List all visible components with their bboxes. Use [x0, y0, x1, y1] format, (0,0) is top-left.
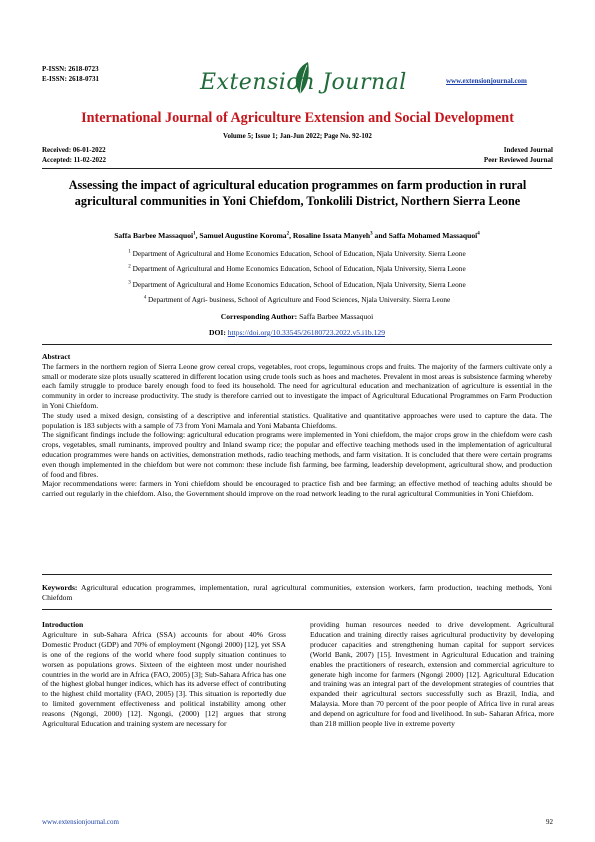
author-list: Saffa Barbee Massaquoi$^1$, Samuel Augustine Koroma$^2$, Rosaline Issata Manyeh$^3$ and Saffa Mohamed Massaquoi$^4$: [114, 231, 480, 240]
keywords-divider-top: [42, 574, 552, 575]
affiliation-text: Department of Agricultural and Home Economics Education, School of Education, Njala University. Sierra Leone: [132, 249, 466, 258]
author-sup: 1: [193, 231, 196, 237]
section-heading: Introduction: [42, 620, 84, 629]
e-issn: E-ISSN: 2618-0731: [42, 75, 99, 83]
keywords-label: Keywords:: [42, 583, 78, 592]
affiliation-sup: 3: [128, 280, 131, 286]
affiliation-text: Department of Agri- business, School of Agriculture and Food Sciences, Njala University. Sierra Leone: [148, 295, 451, 304]
affiliation-sup: 1: [128, 249, 131, 255]
doi-link[interactable]: https://doi.org/10.33545/26180723.2022.v5.i1b.129: [227, 328, 385, 337]
indexed-label: Indexed Journal: [503, 146, 553, 154]
author-sup: 4: [477, 231, 480, 237]
abstract-paragraph: The study used a mixed design, consisting of a descriptive and inferential statistics. Qualitative and quantitative approaches were used to capture the data. The population is 183 subjects with a sample of 73 from Yoni Mamala and Yoni Mabanta Chiefdoms.: [42, 410, 552, 430]
accepted-date: Accepted: 11-02-2022: [42, 156, 106, 164]
affiliation-sup: 2: [128, 264, 131, 270]
journal-title: International Journal of Agriculture Extension and Social Development: [81, 110, 514, 126]
p-issn: P-ISSN: 2618-0723: [42, 65, 99, 73]
footer-website[interactable]: www.extensionjournal.com: [42, 818, 119, 826]
body-column-right: [310, 620, 554, 729]
affiliation-text: Department of Agricultural and Home Economics Education, School of Education, Njala University, Sierra Leone: [132, 264, 466, 273]
abstract: [42, 352, 552, 499]
affiliation: [42, 280, 552, 289]
author-sup: 3: [370, 231, 373, 237]
abstract-heading: Abstract: [42, 352, 71, 361]
affiliation-text: Department of Agricultural and Home Economics Education, School of Education, Njala University, Sierra Leone: [132, 280, 466, 289]
affiliation: [42, 264, 552, 273]
author-name: Samuel Augustine Koroma: [199, 231, 287, 240]
abstract-paragraph: Major recommendations were: farmers in Yoni chiefdom should be encouraged to practice fish and bee farming; an effective method of teaching adults should be carried out regularly in the chiefdom. Also, the Government should improve on the road network leading to the rural agricultural Communities in Yoni Chiefdom.: [42, 479, 552, 499]
intro-paragraph-right: providing human resources needed to drive development. Agricultural Education and training directly raises agricultural productivity by developing producer capacities and strengthening human capital for support services (World Bank, 2007) [15]. Investment in Agricultural Education and training enables the practitioners of research, extension and commercial agriculture to generate high income for farmers (Ngongi 2000) [12]. Agricultural Education and training was an integral part of the development strategies of countries that expanded their agricultural sectors successfully such as Brazil, India, and Malaysia. More than 70 percent of the poor people of Africa live in rural areas and depend on agriculture for food and livelihood. In sub- Saharan Africa, more than 218 million people live in extreme poverty: [310, 620, 554, 729]
doi-line: [42, 328, 552, 337]
keywords-divider-bottom: [42, 609, 552, 610]
paper-title: Assessing the impact of agricultural education programmes on farm production in rural agricultural communities in Yoni Chiefdom, Tonkolili District, Northern Sierra Leone: [68, 178, 527, 208]
author-name: Rosaline Issata Manyeh: [292, 231, 371, 240]
website-link[interactable]: www.extensionjournal.com: [446, 77, 527, 85]
received-date: Received: 06-01-2022: [42, 146, 106, 154]
affiliation-sup: 4: [143, 295, 147, 301]
page-number: 92: [546, 818, 553, 826]
corresponding-author: [42, 312, 552, 321]
author-name: Saffa Barbee Massaquoi: [114, 231, 194, 240]
doi-label: DOI:: [208, 328, 226, 337]
keywords-text: Agricultural education programmes, implementation, rural agricultural communities, extension workers, farm production, teaching methods, Yoni Chiefdom: [42, 583, 552, 602]
intro-paragraph-left: Agriculture in sub-Sahara Africa (SSA) accounts for about 40% Gross Domestic Product (GDP) and 70% of employment (Ngongi 2000) [12], yet SSA is one of the regions of the world where food supply situation continues to worsen as populations grows. Sixteen of the eighteen most under nourished countries in the world are in Africa (FAO, 2005) [3]; Sub-Sahara Africa has one of the highest global hunger indices, which has its adverse effect of contributing to the highest child mortality (FAO, 2005) [3]. This situation is reportedly due to limited government effectiveness and political instability among other reasons (Ngongi, 2000) [12]. Ngongi, (2000) [12] argues that strong Agricultural Education and training system are necessary for: [42, 629, 286, 729]
body-column-left: [42, 620, 286, 729]
author-sup: 2: [286, 231, 290, 237]
keywords: [42, 583, 552, 603]
journal-logo: [200, 60, 410, 102]
author-name: Saffa Mohamed Massaquoi: [388, 231, 478, 240]
corresponding-label: Corresponding Author:: [220, 312, 298, 321]
corresponding-name: Saffa Barbee Massaquoi: [299, 312, 374, 321]
affiliation: [42, 249, 552, 258]
abstract-paragraph: The significant findings include the following: agricultural education programs were implemented in Yoni chiefdom, the major crops grow in the chiefdom were cash crops, vegetables, small ruminants, improved poultry and Inland swamp rice; the popular and effective teaching methods used in the implementation of agricultural education programmes were hands on activities, demonstration methods, radio teaching methods, and farm visitation. It is concluded that there were certain programs even though implemented in the chiefdom but were not common: these include fish farming, bee farming, leadership development, agricultural show, and production of food and fibres.: [42, 430, 552, 479]
affiliation: [42, 295, 552, 304]
abstract-divider: [42, 344, 552, 345]
abstract-paragraph: The farmers in the northern region of Sierra Leone grow cereal crops, vegetables, root crops, leguminous crops and fruits. The majority of the farmers cultivate only a small or moderate size plots usually scattered in different location using crude tools such as hoes and machetes. Prevalent in most areas is subsistence farming whereby each family struggle to produce barely enough food to feed its household. The need for agricultural education and mechanization of agriculture is essential in the community in order to increase productivity. The study is therefore carried out to investigate the impact of Agricultural Educational Programmes on Farm Production in Yoni Chiefdom.: [42, 361, 552, 410]
header-divider: [42, 168, 552, 169]
logo-text: Extension Journal: [200, 70, 407, 95]
peer-reviewed-label: Peer Reviewed Journal: [483, 156, 553, 164]
volume-line: Volume 5; Issue 1; Jan-Jun 2022; Page No. 92-102: [223, 132, 372, 140]
